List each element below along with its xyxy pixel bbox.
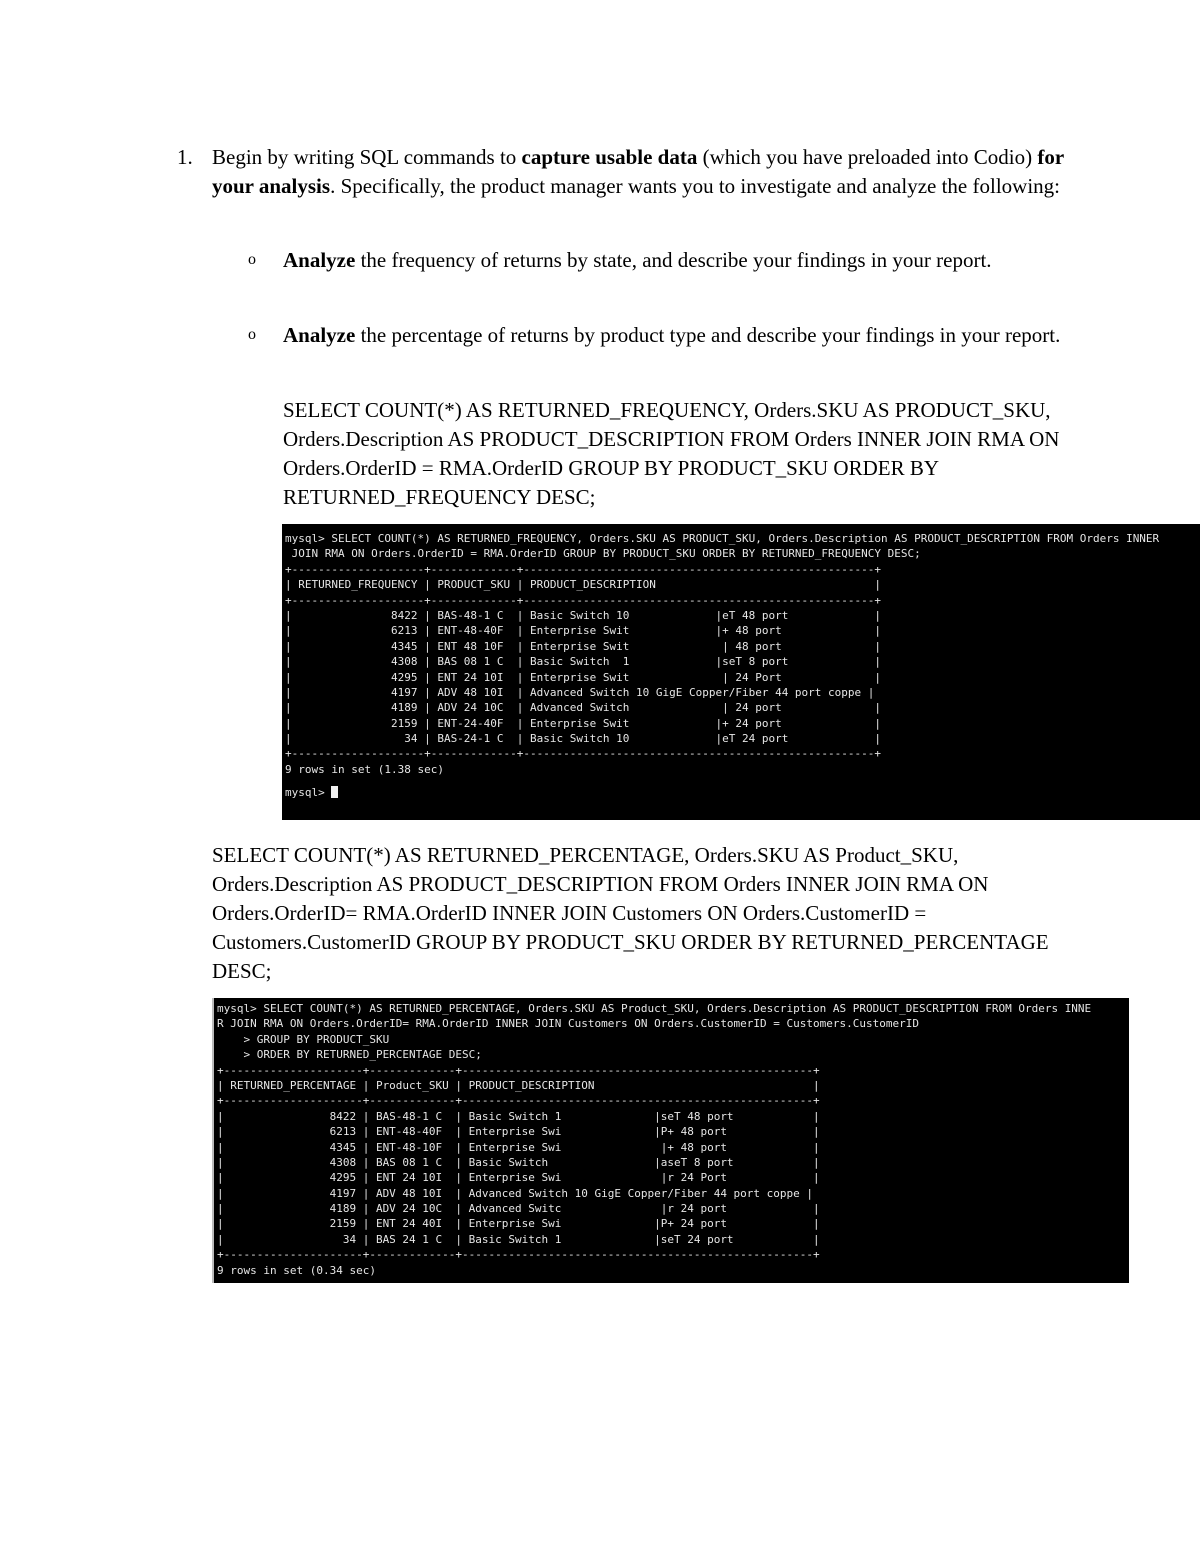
terminal-command-line: > GROUP BY PRODUCT_SKU [217,1032,390,1046]
terminal-screenshot-frequency [282,524,1200,820]
terminal-command-line: R JOIN RMA ON Orders.OrderID= RMA.OrderID INNER JOIN Customers ON Orders.CustomerID = Customers.CustomerID [217,1017,919,1031]
instruction-paragraph [212,143,1082,201]
terminal-command-line: JOIN RMA ON Orders.OrderID = RMA.OrderID GROUP BY PRODUCT_SKU ORDER BY RETURNED_FREQUENCY DESC; [285,547,921,561]
instruction-bold: capture usable data [521,145,698,169]
table-row: | 8422 | BAS-48-1 C | Basic Switch 10 |eT 48 port | [285,608,882,622]
terminal-prompt-line [285,785,1200,800]
sub-item-return-percentage [283,321,1083,350]
cursor-icon [331,786,338,798]
table-row: | 6213 | ENT-48-40F | Enterprise Swit |+ 48 port | [285,624,882,638]
table-row: | 2159 | ENT-24-40F | Enterprise Swit |+ 24 port | [285,716,882,730]
bullet-icon: o [248,251,256,268]
instruction-text: (which you have preloaded into Codio) [697,145,1038,169]
sub-item-bold: Analyze [283,248,356,272]
table-border: +--------------------+-------------+-----------------------------------------------------+ [285,562,882,576]
terminal-command-line: mysql> SELECT COUNT(*) AS RETURNED_PERCENTAGE, Orders.SKU AS Product_SKU, Orders.Description AS PRODUCT_DESCRIPTION FROM Orders INNE [217,1002,1092,1015]
table-row: | 4197 | ADV 48 10I | Advanced Switch 10 GigE Copper/Fiber 44 port coppe | [285,685,875,699]
terminal-prompt: mysql> [285,786,332,800]
instruction-text: . Specifically, the product manager wants you to investigate and analyze the following: [330,174,1060,198]
table-header: | RETURNED_FREQUENCY | PRODUCT_SKU | PRODUCT_DESCRIPTION | [285,578,882,592]
table-row: | 4295 | ENT 24 10I | Enterprise Swi |r 24 Port | [217,1171,820,1185]
instruction-text: Begin by writing SQL commands to [212,145,522,169]
table-row: | 8422 | BAS-48-1 C | Basic Switch 1 |seT 48 port | [217,1109,820,1123]
table-row: | 4189 | ADV 24 10C | Advanced Switch | 24 port | [285,701,882,715]
terminal-footer: 9 rows in set (0.34 sec) [217,1263,376,1277]
table-border: +---------------------+-------------+-----------------------------------------------------+ [217,1094,820,1108]
table-row: | 4189 | ADV 24 10C | Advanced Switc |r 24 port | [217,1202,820,1216]
table-row: | 4197 | ADV 48 10I | Advanced Switch 10 GigE Copper/Fiber 44 port coppe | [217,1186,814,1200]
sql-query-frequency: SELECT COUNT(*) AS RETURNED_FREQUENCY, Orders.SKU AS PRODUCT_SKU, Orders.Description AS PRODUCT_DESCRIPTION FROM Orders INNER JOIN RMA ON Orders.OrderID = RMA.OrderID GROUP BY PRODUCT_SKU ORDER BY RETURNED_FREQUENCY DESC; [283,398,1060,509]
sql-query-percentage: SELECT COUNT(*) AS RETURNED_PERCENTAGE, Orders.SKU AS Product_SKU, Orders.Description AS PRODUCT_DESCRIPTION FROM Orders INNER JOIN RMA ON Orders.OrderID= RMA.OrderID INNER JOIN Customers ON Orders.CustomerID = Customers.CustomerID GROUP BY PRODUCT_SKU ORDER BY RETURNED_PERCENTAGE DESC; [212,843,1049,983]
table-row: | 2159 | ENT 24 40I | Enterprise Swi |P+ 24 port | [217,1217,820,1231]
table-row: | 4308 | BAS 08 1 C | Basic Switch 1 |seT 8 port | [285,655,882,669]
table-row: | 4345 | ENT-48-10F | Enterprise Swi |+ 48 port | [217,1140,820,1154]
terminal-footer: 9 rows in set (1.38 sec) [285,762,444,776]
terminal-screenshot-percentage [212,998,1129,1283]
table-header: | RETURNED_PERCENTAGE | Product_SKU | PRODUCT_DESCRIPTION | [217,1078,820,1092]
table-border: +--------------------+-------------+-----------------------------------------------------+ [285,747,882,761]
table-row: | 34 | BAS-24-1 C | Basic Switch 10 |eT 24 port | [285,732,882,746]
instruction-bold: for your analysis [212,145,1064,198]
table-row: | 4295 | ENT 24 10I | Enterprise Swit | 24 Port | [285,670,882,684]
table-border: +---------------------+-------------+-----------------------------------------------------+ [217,1248,820,1262]
sub-item-return-frequency [283,246,1083,275]
table-border: +---------------------+-------------+-----------------------------------------------------+ [217,1063,820,1077]
terminal-command-line: mysql> SELECT COUNT(*) AS RETURNED_FREQUENCY, Orders.SKU AS PRODUCT_SKU, Orders.Description AS PRODUCT_DESCRIPTION FROM Orders INNER [285,532,1160,545]
table-row: | 4308 | BAS 08 1 C | Basic Switch |aseT 8 port | [217,1155,820,1169]
table-row: | 34 | BAS 24 1 C | Basic Switch 1 |seT 24 port | [217,1232,820,1246]
sub-item-text: the percentage of returns by product type and describe your findings in your report. [355,323,1061,347]
sub-item-bold: Analyze [283,323,356,347]
table-row: | 6213 | ENT-48-40F | Enterprise Swi |P+ 48 port | [217,1125,820,1139]
table-row: | 4345 | ENT 48 10F | Enterprise Swit | 48 port | [285,639,882,653]
bullet-icon: o [248,326,256,343]
sub-item-text: the frequency of returns by state, and describe your findings in your report. [355,248,992,272]
table-border: +--------------------+-------------+-----------------------------------------------------+ [285,593,882,607]
terminal-command-line: > ORDER BY RETURNED_PERCENTAGE DESC; [217,1048,482,1062]
list-number: 1. [177,145,193,169]
